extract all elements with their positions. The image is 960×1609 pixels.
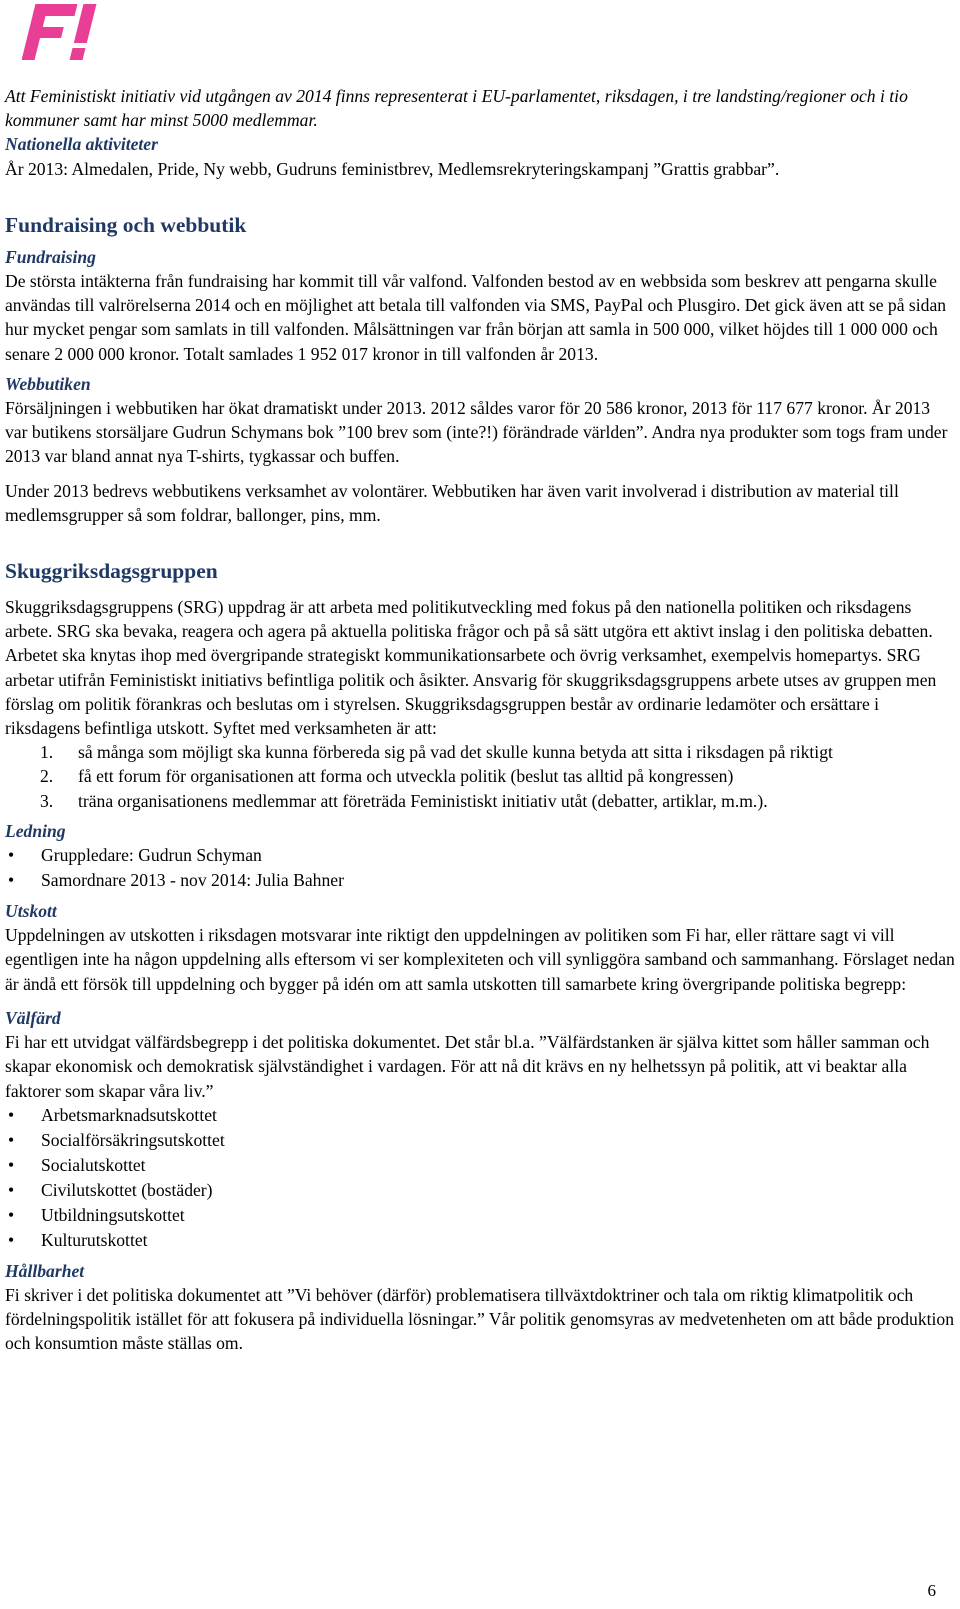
list-item: 3. träna organisationens medlemmar att företräda Feministiskt initiativ utåt (debatter, artiklar, m.m.). xyxy=(40,790,768,811)
webbutik-text-2: Under 2013 bedrevs webbutikens verksamhet av volontärer. Webbutiken har även varit involverad i distribution av material till medlemsgrupper så som foldrar, ballonger, pins, mm. xyxy=(5,480,899,525)
bullet-icon: • xyxy=(8,1204,15,1225)
nationella-text: År 2013: Almedalen, Pride, Ny webb, Gudruns feministbrev, Medlemsrekryteringskampanj ”Grattis grabbar”. xyxy=(5,158,780,179)
list-item: • Utbildningsutskottet xyxy=(5,1203,955,1228)
srg-heading: Skuggriksdagsgruppen xyxy=(5,559,218,584)
valfard-text: Fi har ett utvidgat välfärdsbegrepp i det politiska dokumentet. Det står bl.a. ”Välfärdstanken är själva kittet som håller samman och skapar ekonomisk och demokratisk självständighet i vardagen. För att nå dit krävs en ny helhetssyn på politik, att vi beaktar alla faktorer som skapar våra liv.” xyxy=(5,1032,930,1101)
fundraising-heading: Fundraising xyxy=(5,246,96,267)
fundraising-text: De största intäkterna från fundraising har kommit till vår valfond. Valfonden bestod av en webbsida som beskrev att pengarna skulle användas till valrörelserna 2014 och en möjlighet att betala till valfonden via SMS, PayPal och Plusgiro. Det gick även att se på sidan hur mycket pengar som samlats in till valfonden. Målsättningen var från början att samla in 500 000, vilket höjdes till 1 000 000 och senare 2 000 000 kronor. Totalt samlades 1 952 017 kronor in till valfonden år 2013. xyxy=(5,271,947,364)
ledning-list xyxy=(5,843,955,893)
bullet-icon: • xyxy=(8,1129,15,1150)
list-item: 1. så många som möjligt ska kunna förbereda sig på vad det skulle kunna betyda att sitta i riksdagen på riktigt xyxy=(40,742,833,763)
fundraising-section-heading: Fundraising och webbutik xyxy=(5,212,247,237)
hallbarhet-heading: Hållbarhet xyxy=(5,1260,85,1281)
bullet-icon: • xyxy=(8,845,15,866)
ledning-heading: Ledning xyxy=(5,820,66,841)
nationella-heading: Nationella aktiviteter xyxy=(5,134,158,155)
webbutik-text-1: Försäljningen i webbutiken har ökat dramatiskt under 2013. 2012 såldes varor för 20 586 kronor, 2013 för 117 677 kronor. År 2013 var butikens storsäljare Gudrun Schymans bok ”100 brev som (inte?!) förändrade världen”. Andra nya produkter som togs fram under 2013 var bland annat nya T-shirts, tygkassar och buffen. xyxy=(5,398,948,467)
valfard-list xyxy=(5,1103,955,1253)
list-item: • Socialutskottet xyxy=(5,1153,955,1178)
list-item: • Socialförsäkringsutskottet xyxy=(5,1128,955,1153)
list-item: • Civilutskottet (bostäder) xyxy=(5,1178,955,1203)
bullet-icon: • xyxy=(8,1229,15,1250)
srg-goals-list xyxy=(5,740,955,813)
list-item: • Kulturutskottet xyxy=(5,1228,955,1253)
page-number: 6 xyxy=(927,1581,936,1600)
bullet-icon: • xyxy=(8,1154,15,1175)
bullet-icon: • xyxy=(8,1104,15,1125)
list-item: 2. få ett forum för organisationen att forma och utveckla politik (beslut tas alltid på kongressen) xyxy=(40,766,734,787)
valfard-heading: Välfärd xyxy=(5,1007,61,1028)
list-item: • Gruppledare: Gudrun Schyman xyxy=(5,843,955,868)
fi-logo xyxy=(22,2,104,62)
list-item: • Samordnare 2013 - nov 2014: Julia Bahner xyxy=(5,868,955,893)
srg-text: Skuggriksdagsgruppens (SRG) uppdrag är att arbeta med politikutveckling med fokus på den nationella politiken och riksdagens arbete. SRG ska bevaka, reagera och agera på aktuella politiska frågor och på så sätt utgöra ett aktivt inslag i den politiska debatten. Arbetet ska knytas ihop med övergripande strategiskt kommunikationsarbete och övrig verksamhet, exempelvis homepartys. SRG arbetar utifrån Feministiskt initiativs befintliga politik och åsikter. Ansvarig för skuggriksdagsgruppens arbete utses av gruppen men förslag om politik förankras och beslutas om i styrelsen. Skuggriksdagsgruppen består av ordinarie ledamöter och ersättare i riksdagens befintliga utskott. Syftet med verksamheten är att: xyxy=(5,597,937,739)
webbutik-heading: Webbutiken xyxy=(5,373,91,394)
bullet-icon: • xyxy=(8,1179,15,1200)
utskott-text: Uppdelningen av utskotten i riksdagen motsvarar inte riktigt den uppdelningen av politiken som Fi har, eller rättare sagt vi vill egentligen inte ha någon uppdelning alls eftersom vi ser komplexiteten och vill synliggöra samband och sammanhang. Förslaget nedan är ändå ett försök till uppdelning och bygger på idén om att samla utskotten till samarbete kring övergripande politiska begrepp: xyxy=(5,925,955,994)
intro-paragraph: Att Feministiskt initiativ vid utgången av 2014 finns representerat i EU-parlamentet, riksdagen, i tre landsting/regioner och i tio kommuner samt har minst 5000 medlemmar. xyxy=(5,86,908,131)
utskott-heading: Utskott xyxy=(5,901,57,922)
list-item: • Arbetsmarknadsutskottet xyxy=(5,1103,955,1128)
document-body xyxy=(5,84,955,1356)
hallbarhet-text: Fi skriver i det politiska dokumentet att ”Vi behöver (därför) problematisera tillväxtdoktriner och tala om riktig klimatpolitik och fördelningspolitik istället för att fokusera på individuella lösningar.” Vår politik genomsyras av medvetenheten om att både produktion och konsumtion måste ställas om. xyxy=(5,1284,955,1354)
bullet-icon: • xyxy=(8,870,15,891)
